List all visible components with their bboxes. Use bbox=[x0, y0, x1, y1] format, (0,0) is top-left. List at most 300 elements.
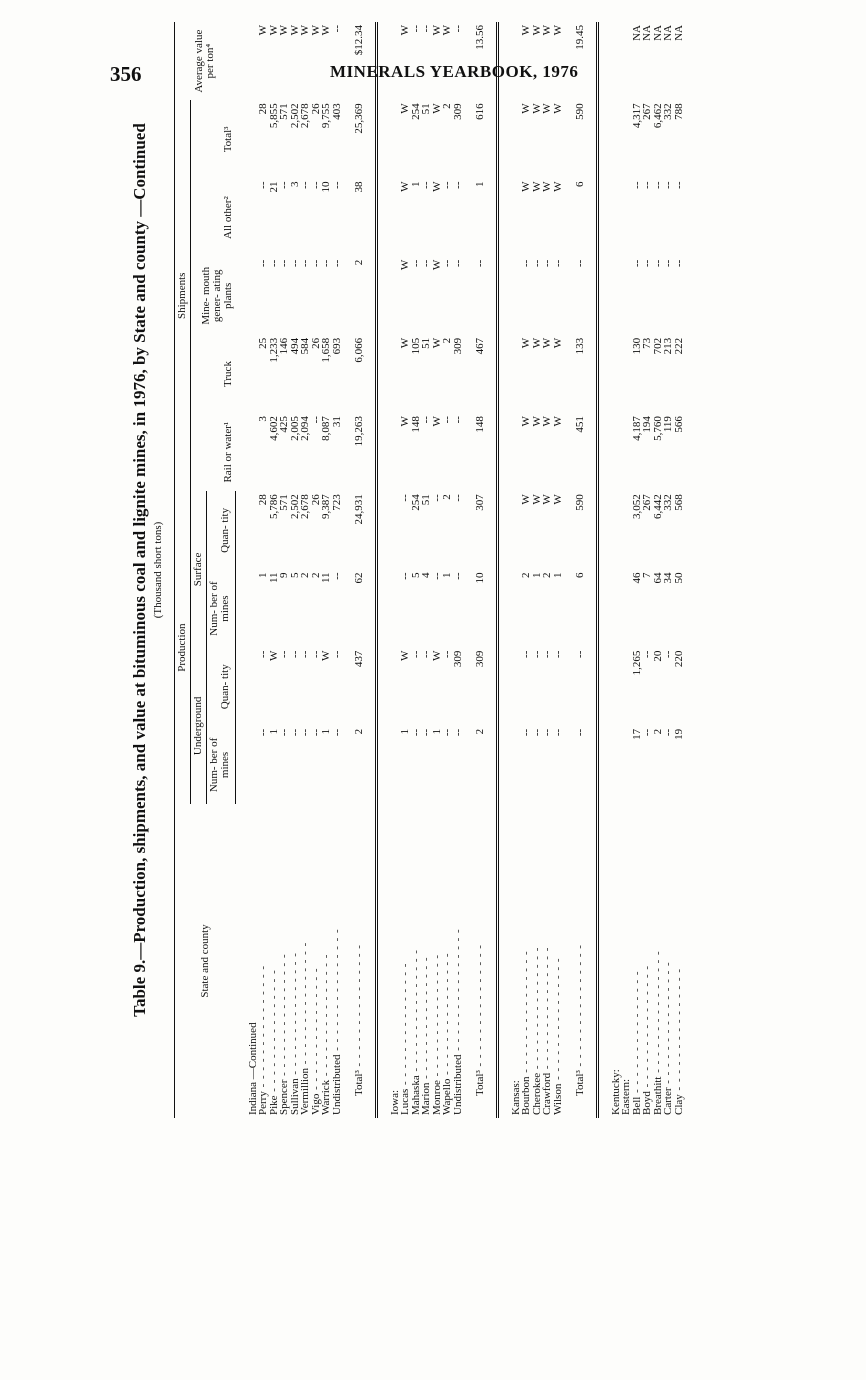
table-cell: -- bbox=[520, 650, 532, 658]
table-cell: W bbox=[430, 337, 443, 349]
table-cell: -- bbox=[409, 25, 422, 33]
leader-dots: - - - - - - - - - - - - - - - bbox=[278, 953, 290, 1080]
table-cell bbox=[236, 569, 259, 647]
table-cell: 4,317 bbox=[630, 103, 643, 129]
table-cell: 31 bbox=[330, 416, 343, 428]
table-cell: 1 bbox=[257, 572, 269, 578]
table-cell: W bbox=[320, 650, 332, 662]
table-cell: 105 bbox=[409, 337, 422, 355]
table-cell: -- bbox=[257, 728, 269, 737]
table-cell: 2,678 bbox=[299, 103, 311, 129]
table-cell bbox=[236, 726, 259, 804]
row-label: Warrick bbox=[320, 1079, 332, 1115]
table-cell: -- bbox=[630, 259, 643, 268]
table-cell bbox=[376, 335, 400, 413]
table-cell bbox=[376, 100, 400, 178]
table-cell: -- bbox=[551, 728, 564, 737]
table-cell: -- bbox=[441, 181, 453, 189]
table-cell: -- bbox=[441, 259, 453, 268]
total-row bbox=[563, 22, 597, 1118]
table-cell: 254 bbox=[409, 103, 422, 120]
table-subtitle: (Thousand short tons) bbox=[152, 521, 164, 619]
table-cell: 723 bbox=[330, 494, 343, 511]
row-label: Kansas: bbox=[509, 1080, 522, 1115]
table-cell: 8,087 bbox=[320, 416, 332, 441]
table-cell: -- bbox=[441, 650, 453, 658]
table-cell: -- bbox=[641, 181, 653, 189]
table-cell: 50 bbox=[672, 572, 685, 584]
table-cell bbox=[497, 100, 521, 178]
table-row bbox=[663, 22, 674, 1118]
table-cell: W bbox=[551, 494, 564, 505]
table-cell: -- bbox=[651, 259, 664, 268]
table-cell: 24,931 bbox=[342, 491, 376, 569]
table-cell: -- bbox=[520, 259, 532, 268]
table-cell: -- bbox=[430, 494, 443, 502]
row-label: Crawford bbox=[541, 1072, 553, 1115]
table-cell: 332 bbox=[662, 494, 674, 511]
table-cell: -- bbox=[330, 572, 343, 580]
table-cell: W bbox=[541, 337, 553, 349]
table-cell bbox=[597, 100, 621, 178]
leader-dots: - - - - - - - - - - - - - - - bbox=[451, 928, 464, 1055]
table-cell: 616 bbox=[463, 100, 497, 178]
table-cell: -- bbox=[451, 259, 464, 268]
table-cell: 2 bbox=[651, 728, 664, 735]
table-cell bbox=[497, 569, 521, 647]
table-cell bbox=[497, 179, 521, 257]
table-cell: W bbox=[267, 650, 280, 662]
section-row bbox=[497, 22, 521, 1118]
leader-dots: - - - - - - - - - - - - - - - bbox=[409, 949, 422, 1076]
table-cell: 11 bbox=[320, 572, 332, 584]
table-cell: 148 bbox=[409, 416, 422, 433]
total-row bbox=[342, 22, 376, 1118]
header-truck: Truck bbox=[221, 361, 234, 387]
table-cell: 222 bbox=[672, 337, 685, 355]
table-cell: 26 bbox=[309, 103, 322, 115]
table-cell: 9,387 bbox=[320, 494, 332, 520]
table-cell: W bbox=[551, 25, 564, 36]
table-cell: 46 bbox=[630, 572, 643, 584]
table-cell: -- bbox=[541, 728, 553, 737]
table-cell: W bbox=[520, 416, 532, 427]
table-cell: 220 bbox=[672, 650, 685, 668]
table-cell: W bbox=[520, 181, 532, 192]
header-rail-water: Rail or water¹ bbox=[221, 421, 234, 483]
table-cell bbox=[497, 648, 521, 726]
table-cell: -- bbox=[299, 181, 311, 189]
table-cell: W bbox=[430, 25, 443, 36]
table-cell bbox=[621, 257, 632, 335]
table-cell: 51 bbox=[420, 494, 432, 506]
table-cell bbox=[621, 179, 632, 257]
table-cell: W bbox=[399, 259, 411, 271]
table-cell: W bbox=[430, 181, 443, 192]
table-cell: 5,855 bbox=[267, 103, 280, 129]
table-cell bbox=[236, 100, 259, 178]
table-cell: -- bbox=[309, 650, 322, 658]
table-cell bbox=[497, 413, 521, 491]
table-cell: NA bbox=[672, 25, 685, 41]
leader-dots: - - - - - - - - - - - - - - - bbox=[299, 941, 311, 1068]
row-label: Undistributed bbox=[451, 1054, 464, 1115]
table-cell: 62 bbox=[342, 569, 376, 647]
table-cell: 1,265 bbox=[630, 650, 643, 676]
table-cell: W bbox=[551, 103, 564, 114]
table-cell: 2,005 bbox=[288, 416, 301, 441]
table-cell: 2 bbox=[342, 257, 376, 335]
row-label: Cherokee bbox=[530, 1072, 543, 1115]
table-cell: -- bbox=[672, 181, 685, 189]
row-label: Kentucky: bbox=[609, 1069, 622, 1115]
row-label: Wapello bbox=[441, 1078, 453, 1115]
header-surface: Surface bbox=[191, 491, 207, 647]
table-cell: -- bbox=[288, 650, 301, 658]
table-cell: 267 bbox=[641, 494, 653, 511]
table-cell: -- bbox=[420, 259, 432, 268]
table-cell: 28 bbox=[257, 494, 269, 506]
table-cell: 10 bbox=[320, 181, 332, 193]
table-cell: -- bbox=[257, 259, 269, 268]
row-label: Wilson bbox=[551, 1083, 564, 1115]
table-cell: 26 bbox=[309, 494, 322, 506]
table-cell: -- bbox=[641, 728, 653, 737]
table-cell: 2,502 bbox=[288, 494, 301, 520]
table-cell: 10 bbox=[463, 569, 497, 647]
table-cell: 3 bbox=[288, 181, 301, 188]
table-cell: -- bbox=[451, 25, 464, 33]
table-cell: -- bbox=[399, 494, 411, 502]
row-label: Carter bbox=[662, 1087, 674, 1115]
table-cell: NA bbox=[630, 25, 643, 41]
row-label: Vigo bbox=[309, 1093, 322, 1115]
table-cell: -- bbox=[309, 181, 322, 189]
header-ug-quantity: Quan- tity bbox=[207, 648, 236, 726]
table-cell: -- bbox=[320, 259, 332, 268]
header-ug-mines: Num- ber of mines bbox=[207, 726, 236, 804]
table-cell: -- bbox=[563, 726, 597, 804]
table-cell: 2 bbox=[441, 103, 453, 109]
section-row bbox=[597, 22, 621, 1118]
table-cell bbox=[376, 648, 400, 726]
table-cell: 2 bbox=[520, 572, 532, 578]
table-cell: W bbox=[530, 103, 543, 114]
table-cell bbox=[376, 179, 400, 257]
table-cell: -- bbox=[451, 494, 464, 502]
table-cell: 28 bbox=[257, 103, 269, 115]
table-cell: 494 bbox=[288, 337, 301, 355]
table-cell: W bbox=[399, 103, 411, 114]
table-cell: -- bbox=[672, 259, 685, 268]
table-cell: 437 bbox=[342, 648, 376, 726]
table-cell: 3,052 bbox=[630, 494, 643, 520]
table-cell: 2 bbox=[299, 572, 311, 578]
table-body bbox=[236, 22, 685, 1118]
table-cell: 6,066 bbox=[342, 335, 376, 413]
table-cell bbox=[621, 491, 632, 569]
row-label: Marion bbox=[420, 1082, 432, 1115]
table-cell bbox=[597, 491, 621, 569]
table-cell bbox=[621, 648, 632, 726]
table-cell: W bbox=[399, 416, 411, 427]
table-cell: -- bbox=[451, 572, 464, 580]
section-row bbox=[376, 22, 400, 1118]
leader-dots: - - - - - - - - - - - - - - - bbox=[288, 952, 301, 1079]
table-cell bbox=[497, 22, 521, 100]
table-cell: 1 bbox=[430, 728, 443, 735]
table-cell: W bbox=[551, 181, 564, 192]
table-cell: -- bbox=[641, 650, 653, 658]
table-cell: 6 bbox=[563, 569, 597, 647]
table-cell bbox=[597, 569, 621, 647]
table-cell: 2 bbox=[441, 494, 453, 500]
leader-dots: - - - - - - - - - - - - - - - bbox=[541, 946, 553, 1073]
table-cell: 21 bbox=[267, 181, 280, 193]
table-cell: W bbox=[530, 416, 543, 427]
leader-dots: - - - - - - - - - - - - - - - bbox=[320, 953, 332, 1080]
row-label: Lucas bbox=[399, 1088, 411, 1115]
row-label: Bell bbox=[630, 1096, 643, 1115]
table-cell: W bbox=[520, 103, 532, 114]
table-cell: W bbox=[541, 494, 553, 505]
table-cell: W bbox=[551, 416, 564, 427]
table-row bbox=[332, 22, 343, 1118]
table-cell: 590 bbox=[563, 100, 597, 178]
leader-dots: - - - - - - - - - - - - - - - bbox=[574, 944, 586, 1071]
table-cell: 788 bbox=[672, 103, 685, 120]
leader-dots: - - - - - - - - - - - - - - - bbox=[474, 944, 486, 1071]
table-cell: 6 bbox=[563, 179, 597, 257]
leader-dots: - - - - - - - - - - - - - - - bbox=[551, 957, 564, 1084]
table-cell: 119 bbox=[662, 416, 674, 433]
table-title: Table 9.—Production, shipments, and value at bituminous coal and lignite mines, in 1976, by State and county —Continued bbox=[130, 123, 149, 1017]
table-cell: -- bbox=[288, 259, 301, 268]
table-cell: -- bbox=[662, 181, 674, 189]
header-underground: Underground bbox=[191, 648, 207, 804]
table-row bbox=[553, 22, 564, 1118]
table-cell: W bbox=[530, 494, 543, 505]
table-cell: 571 bbox=[278, 103, 290, 120]
table-cell: 38 bbox=[342, 179, 376, 257]
table-cell: -- bbox=[662, 728, 674, 737]
table-cell: 590 bbox=[563, 491, 597, 569]
table-cell: -- bbox=[257, 650, 269, 658]
row-label: Boyd bbox=[641, 1091, 653, 1115]
table-cell: W bbox=[399, 25, 411, 36]
table-cell: 1 bbox=[551, 572, 564, 578]
row-label: Monroe bbox=[430, 1080, 443, 1115]
table-cell: -- bbox=[430, 572, 443, 580]
table-cell bbox=[621, 569, 632, 647]
table-cell: -- bbox=[451, 728, 464, 737]
row-label: Mahaska bbox=[409, 1075, 422, 1115]
table-cell: W bbox=[399, 650, 411, 662]
table-cell bbox=[236, 179, 259, 257]
row-label: Pike bbox=[267, 1095, 280, 1115]
table-cell: -- bbox=[520, 728, 532, 737]
table-cell: 2,678 bbox=[299, 494, 311, 520]
leader-dots: - - - - - - - - - - - - - - - bbox=[399, 962, 411, 1089]
table-cell: 2,502 bbox=[288, 103, 301, 129]
table-cell: 3 bbox=[257, 416, 269, 422]
table-cell: 4 bbox=[420, 572, 432, 578]
leader-dots: - - - - - - - - - - - - - - - bbox=[420, 956, 432, 1083]
table-cell: W bbox=[541, 25, 553, 36]
table-cell: W bbox=[399, 181, 411, 192]
table-cell: -- bbox=[299, 259, 311, 268]
row-label: Eastern: bbox=[620, 1078, 632, 1115]
table-cell bbox=[597, 335, 621, 413]
leader-dots: - - - - - - - - - - - - - - - bbox=[267, 969, 280, 1096]
table-row bbox=[258, 22, 269, 1118]
table-cell: 19 bbox=[672, 728, 685, 740]
table-cell bbox=[236, 491, 259, 569]
table-cell: 146 bbox=[278, 337, 290, 355]
header-state-county: State and county bbox=[175, 804, 236, 1118]
table-cell: W bbox=[441, 25, 453, 36]
table-cell: -- bbox=[420, 650, 432, 658]
row-label: Spencer bbox=[278, 1079, 290, 1115]
leader-dots: - - - - - - - - - - - - - - - bbox=[330, 928, 343, 1055]
table-cell bbox=[621, 335, 632, 413]
header-production: Production bbox=[175, 491, 191, 804]
header-all-other: All other² bbox=[221, 196, 234, 239]
table-cell: 2,094 bbox=[299, 416, 311, 441]
header-sf-quantity: Quan- tity bbox=[207, 491, 236, 569]
table-cell: -- bbox=[630, 181, 643, 189]
table-cell: 1 bbox=[399, 728, 411, 735]
table-cell: $12.34 bbox=[342, 22, 376, 100]
table-cell bbox=[597, 648, 621, 726]
table-cell: 309 bbox=[451, 650, 464, 668]
table-cell bbox=[236, 648, 259, 726]
leader-dots: - - - - - - - - - - - - - - - bbox=[662, 961, 674, 1088]
table-cell: W bbox=[541, 103, 553, 114]
table-cell: NA bbox=[651, 25, 664, 41]
table-cell: 6,462 bbox=[651, 103, 664, 129]
table-cell: -- bbox=[651, 181, 664, 189]
table-row bbox=[453, 22, 464, 1118]
table-cell: 2 bbox=[463, 726, 497, 804]
table-cell bbox=[497, 335, 521, 413]
header-total: Total³ bbox=[221, 126, 234, 153]
table-cell: 9 bbox=[278, 572, 290, 578]
row-label: Total³ bbox=[574, 1070, 586, 1096]
table-cell: 25,369 bbox=[342, 100, 376, 178]
header-average-value: Average value per ton⁴ bbox=[175, 22, 236, 100]
table-cell: 194 bbox=[641, 416, 653, 433]
table-cell: W bbox=[278, 25, 290, 36]
table-cell: 148 bbox=[463, 413, 497, 491]
table-cell: -- bbox=[441, 728, 453, 737]
row-label: Vermillion bbox=[299, 1067, 311, 1115]
table-cell bbox=[497, 257, 521, 335]
table-cell: W bbox=[430, 259, 443, 271]
row-label: Breathitt bbox=[651, 1076, 664, 1115]
table-cell: W bbox=[267, 25, 280, 36]
table-cell: 2 bbox=[342, 726, 376, 804]
section-row bbox=[236, 22, 259, 1118]
table-cell: -- bbox=[551, 259, 564, 268]
leader-dots: - - - - - - - - - - - - - - - bbox=[630, 970, 643, 1097]
table-cell: NA bbox=[662, 25, 674, 41]
table-cell: 332 bbox=[662, 103, 674, 120]
table-cell: 51 bbox=[420, 337, 432, 349]
table-cell: 25 bbox=[257, 337, 269, 349]
table-row bbox=[674, 22, 685, 1118]
table-cell: -- bbox=[530, 259, 543, 268]
table-row bbox=[300, 22, 311, 1118]
table-cell: -- bbox=[278, 728, 290, 737]
header-shipments: Shipments bbox=[175, 100, 191, 491]
table-cell bbox=[621, 413, 632, 491]
table-cell: W bbox=[257, 25, 269, 36]
table-cell: 1,233 bbox=[267, 337, 280, 363]
table-cell: W bbox=[530, 181, 543, 192]
table-cell bbox=[376, 491, 400, 569]
table-cell: 34 bbox=[662, 572, 674, 584]
table-cell: -- bbox=[662, 650, 674, 658]
table-cell: 693 bbox=[330, 337, 343, 355]
table-cell: -- bbox=[278, 181, 290, 189]
header-sf-mines: Num- ber of mines bbox=[207, 569, 236, 647]
table-cell: 133 bbox=[563, 335, 597, 413]
table-cell: 51 bbox=[420, 103, 432, 115]
table-cell: 26 bbox=[309, 337, 322, 349]
table-cell: -- bbox=[257, 181, 269, 189]
table-cell: 9,755 bbox=[320, 103, 332, 129]
table-cell: -- bbox=[309, 728, 322, 737]
table-cell bbox=[497, 491, 521, 569]
table-cell: -- bbox=[420, 728, 432, 737]
table-cell: 2 bbox=[309, 572, 322, 578]
row-label: Sullivan bbox=[288, 1078, 301, 1115]
table-cell: -- bbox=[409, 259, 422, 268]
table-cell: 73 bbox=[641, 337, 653, 349]
rotated-table-block bbox=[130, 20, 790, 1120]
table-cell: -- bbox=[541, 259, 553, 268]
table-cell: 1 bbox=[267, 728, 280, 735]
table-cell: -- bbox=[299, 728, 311, 737]
table-cell: -- bbox=[463, 257, 497, 335]
table-cell: NA bbox=[641, 25, 653, 41]
table-cell: 566 bbox=[672, 416, 685, 433]
table-cell: W bbox=[288, 25, 301, 36]
table-cell: -- bbox=[551, 650, 564, 658]
table-cell: -- bbox=[563, 257, 597, 335]
table-cell bbox=[376, 257, 400, 335]
leader-dots: - - - - - - - - - - - - - - - bbox=[353, 944, 365, 1071]
table-cell bbox=[597, 726, 621, 804]
table-cell: 4,187 bbox=[630, 416, 643, 441]
table-cell: 571 bbox=[278, 494, 290, 511]
table-cell: 19.45 bbox=[563, 22, 597, 100]
table-cell: -- bbox=[330, 259, 343, 268]
table-cell: W bbox=[530, 337, 543, 349]
table-cell bbox=[597, 413, 621, 491]
table-cell: -- bbox=[288, 728, 301, 737]
table-cell: W bbox=[399, 337, 411, 349]
table-cell: 467 bbox=[463, 335, 497, 413]
table-cell: -- bbox=[441, 416, 453, 424]
table-cell: -- bbox=[330, 181, 343, 189]
table-cell: -- bbox=[530, 728, 543, 737]
table-cell: -- bbox=[299, 650, 311, 658]
leader-dots: - - - - - - - - - - - - - - - bbox=[520, 950, 532, 1077]
table-cell: W bbox=[520, 494, 532, 505]
table-cell: -- bbox=[278, 650, 290, 658]
